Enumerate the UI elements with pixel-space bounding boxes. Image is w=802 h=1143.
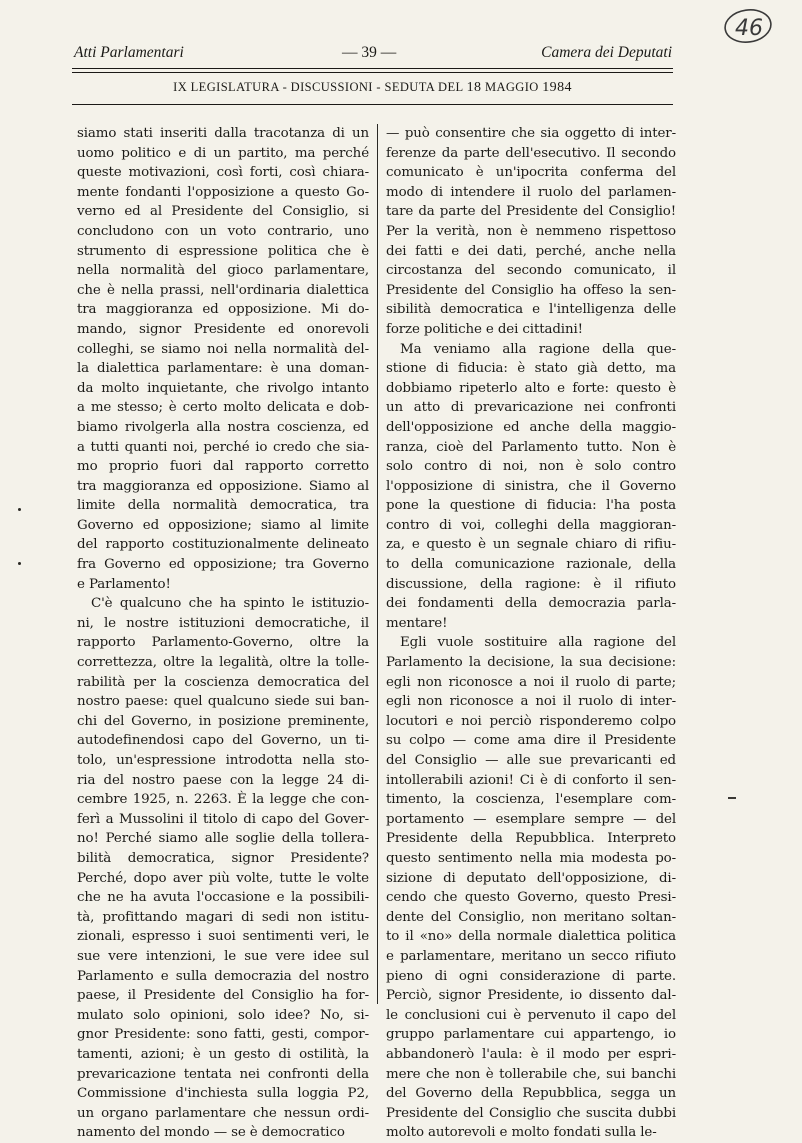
text-line: queste motivazioni, così forti, così chiara- (77, 165, 369, 181)
text-line: Presidente del Consiglio che suscita dubbi (386, 1105, 676, 1121)
header-page-number: — 39 — (342, 44, 397, 61)
text-line: mere che non è tollerabile che, sui banchi (386, 1066, 676, 1082)
handwritten-number-text: 46 (735, 16, 763, 41)
text-line: Egli vuole sostituire alla ragione del (400, 635, 676, 651)
text-line: autodefinendosi capo del Governo, un ti- (77, 733, 369, 749)
text-line: sizione di deputato dell'opposizione, di- (386, 870, 676, 886)
header-left: Atti Parlamentari (74, 44, 184, 61)
text-line: dei fondamenti della democrazia parla- (386, 596, 676, 612)
text-line: Per la verità, non è nemmeno rispettoso (386, 223, 676, 239)
text-line: sue vere intenzioni, le sue vere idee sul (77, 948, 369, 964)
page-header (72, 44, 672, 66)
session-subheader (72, 80, 673, 96)
text-line: colleghi, se siamo noi nella normalità del- (77, 341, 369, 357)
subheader-year: 1984 (542, 80, 572, 95)
text-line: correttezza, oltre la legalità, oltre la tolle- (77, 655, 369, 671)
text-line: questo sentimento nella mia modesta po- (386, 850, 676, 866)
text-line: del Consiglio — alle sue prevaricanti ed (386, 753, 676, 768)
text-line: rapporto Parlamento-Governo, oltre la (77, 635, 369, 651)
text-line: Presidente del Consiglio ha offeso la sen- (386, 282, 676, 298)
subheader-day: 18 (466, 80, 482, 95)
subheader-month: MAGGIO (484, 80, 539, 94)
text-line: mulato solo opinioni, solo idee? No, si- (77, 1007, 369, 1023)
text-line: portamento — esemplare sempre — del (386, 811, 676, 827)
text-line: no! Perché siamo alle soglie della tollera- (77, 831, 369, 847)
text-line: rabilità per la coscienza democratica del (77, 674, 369, 690)
text-line: ranza, cioè del Parlamento tutto. Non è (386, 439, 676, 455)
text-line: dei fatti e dei dati, perché, anche nella (386, 243, 676, 259)
text-line: intollerabili azioni! Ci è di conforto il sen- (386, 772, 676, 788)
text-line: tolo, un'espressione introdotta nella sto- (77, 753, 369, 768)
text-line: mentare! (386, 615, 448, 631)
text-line: gruppo parlamentare cui appartengo, io (386, 1027, 676, 1043)
text-line: mente fondanti l'opposizione a questo Go- (77, 184, 369, 200)
text-line: da molto inquietante, che rivolgo intanto (77, 380, 369, 396)
text-line: za, e questo è un segnale chiaro di rifiu- (386, 537, 676, 553)
text-line: cembre 1925, n. 2263. È la legge che con- (77, 792, 369, 808)
text-line: timento, la coscienza, l'esemplare com- (386, 792, 676, 808)
text-line: uomo politico e di un partito, ma perché (77, 145, 369, 161)
text-line: siamo stati inseriti dalla tracotanza di un (77, 126, 369, 141)
text-line: ferì a Mussolini il titolo di capo del Gover- (77, 811, 369, 827)
text-line: contro di voi, colleghi della maggioran- (386, 517, 676, 533)
text-line: C'è qualcuno che ha spinto le istituzio- (91, 596, 369, 612)
text-line: e Parlamento! (77, 576, 171, 592)
text-line: pieno di ogni considerazione di parte. (386, 968, 676, 984)
text-line: l'opposizione di sinistra, che il Governo (386, 478, 676, 494)
text-line: Perché, dopo aver più volte, tutte le volte (77, 870, 369, 886)
header-right: Camera dei Deputati (541, 44, 672, 61)
text-line: circostanza del secondo comunicato, il (386, 263, 676, 279)
text-line: Presidente della Repubblica. Interpreto (386, 831, 676, 847)
margin-mark (18, 562, 21, 565)
text-line: tra maggioranza ed opposizione. Mi do- (77, 302, 369, 318)
text-line: che ne ha avuta l'occasione e la possibili- (77, 890, 369, 906)
text-line: — può consentire che sia oggetto di inter- (386, 126, 676, 141)
subheader-rule (72, 104, 673, 105)
text-line: namento del mondo — se è democratico (77, 1125, 345, 1141)
text-line: sibilità democratica e l'intelligenza delle (386, 302, 676, 318)
text-line: a tutti quanti noi, perché io credo che sia- (77, 439, 369, 455)
subheader-prefix: IX LEGISLATURA - DISCUSSIONI - SEDUTA DEL (173, 80, 464, 94)
text-line: chi del Governo, in posizione preminente, (77, 713, 369, 729)
text-line: limite della normalità democratica, tra (77, 498, 369, 514)
text-line: biamo rivolgerla alla nostra coscienza, ed (77, 419, 369, 435)
text-line: tare da parte del Presidente del Consiglio! (386, 204, 676, 220)
text-line: un organo parlamentare che nessun ordi- (77, 1105, 369, 1121)
text-line: un atto di prevaricazione nei confronti (386, 400, 676, 416)
text-line: dobbiamo ripeterlo alto e forte: questo è (386, 380, 676, 396)
text-line: to il «no» della normale dialettica politica (386, 929, 676, 945)
text-line: dell'opposizione ed anche della maggio- (386, 419, 676, 435)
text-line: solo contro di noi, non è solo contro (386, 459, 676, 475)
text-line: Ma veniamo alla ragione della que- (400, 341, 676, 357)
text-line: paese, il Presidente del Consiglio ha for- (77, 988, 369, 1004)
text-line: egli non riconosce a noi il ruolo di parte; (386, 674, 676, 690)
text-line: e parlamentare, meritano un secco rifiuto (386, 948, 676, 964)
text-line: tà, profittando magari di sedi non istitu- (77, 909, 369, 925)
left-text-column (77, 124, 369, 1143)
column-divider (377, 124, 378, 1004)
right-text-column (386, 124, 676, 1143)
handwritten-page-number (722, 6, 774, 46)
text-line: tra maggioranza ed opposizione. Siamo al (77, 478, 369, 494)
text-line: Parlamento e sulla democrazia del nostro (77, 968, 369, 984)
text-line: che è nella prassi, nell'ordinaria dialettica (77, 282, 369, 298)
text-line: mo proprio fuori dal rapporto corretto (77, 459, 369, 475)
text-line: gnor Presidente: sono fatti, gesti, compor- (77, 1027, 369, 1043)
header-double-rule (72, 68, 673, 73)
text-line: verno ed al Presidente del Consiglio, si (77, 204, 369, 220)
margin-mark (18, 508, 21, 511)
text-line: su colpo — come ama dire il Presidente (386, 733, 676, 749)
text-line: discussione, della ragione: è il rifiuto (386, 576, 676, 592)
text-line: Governo ed opposizione; siamo al limite (77, 517, 369, 533)
text-line: prevaricazione tentata nei confronti della (77, 1066, 369, 1082)
text-line: pone la questione di fiducia: l'ha posta (386, 498, 676, 514)
text-line: stione di fiducia: è stato già detto, ma (386, 361, 676, 377)
text-line: zionali, espresso i suoi sentimenti veri, le (77, 929, 369, 945)
text-line: tamenti, azioni; è un gesto di ostilità, la (77, 1046, 369, 1062)
margin-mark (728, 797, 736, 799)
text-line: strumento di espressione politica che è (77, 243, 369, 259)
text-line: molto autorevoli e molto fondati sulla le- (386, 1125, 657, 1141)
text-line: locutori e noi perciò risponderemo colpo (386, 713, 676, 729)
text-line: forze politiche e dei cittadini! (386, 321, 583, 337)
text-line: bilità democratica, signor Presidente? (77, 850, 369, 866)
text-line: ria del nostro paese con la legge 24 di- (77, 772, 369, 788)
text-line: ferenze da parte dell'esecutivo. Il secondo (386, 145, 676, 161)
text-line: del Governo della Repubblica, segga un (386, 1086, 676, 1102)
text-line: fra Governo ed opposizione; tra Governo (77, 557, 369, 573)
text-line: mando, signor Presidente ed onorevoli (77, 321, 369, 337)
text-line: comunicato è un'ipocrita conferma del (386, 165, 676, 181)
text-line: le conclusioni cui è pervenuto il capo del (386, 1007, 676, 1023)
text-line: Parlamento la decisione, la sua decisione: (386, 655, 676, 671)
text-line: ni, le nostre istituzioni democratiche, il (77, 615, 369, 631)
text-line: dente del Consiglio, non meritano soltan- (386, 909, 676, 925)
text-line: abbandonerò l'aula: è il modo per espri- (386, 1046, 676, 1062)
text-line: cendo che questo Governo, questo Presi- (386, 890, 676, 906)
text-line: nella normalità del gioco parlamentare, (77, 263, 369, 279)
text-line: a me stesso; è certo molto delicata e dob- (77, 400, 369, 416)
text-line: Commissione d'inchiesta sulla loggia P2, (77, 1086, 369, 1102)
text-line: concludono con un voto contrario, uno (77, 223, 369, 239)
text-line: nostro paese: quel qualcuno siede sui ban- (77, 694, 369, 710)
text-line: to della comunicazione razionale, della (386, 557, 676, 573)
text-line: egli non riconosce a noi il ruolo di inter- (386, 694, 676, 710)
text-line: del rapporto costituzionalmente delineato (77, 537, 369, 553)
text-line: Perciò, signor Presidente, io dissento dal- (386, 988, 676, 1004)
text-line: modo di intendere il ruolo del parlamen- (386, 184, 676, 200)
text-line: la dialettica parlamentare: è una doman- (77, 361, 369, 377)
